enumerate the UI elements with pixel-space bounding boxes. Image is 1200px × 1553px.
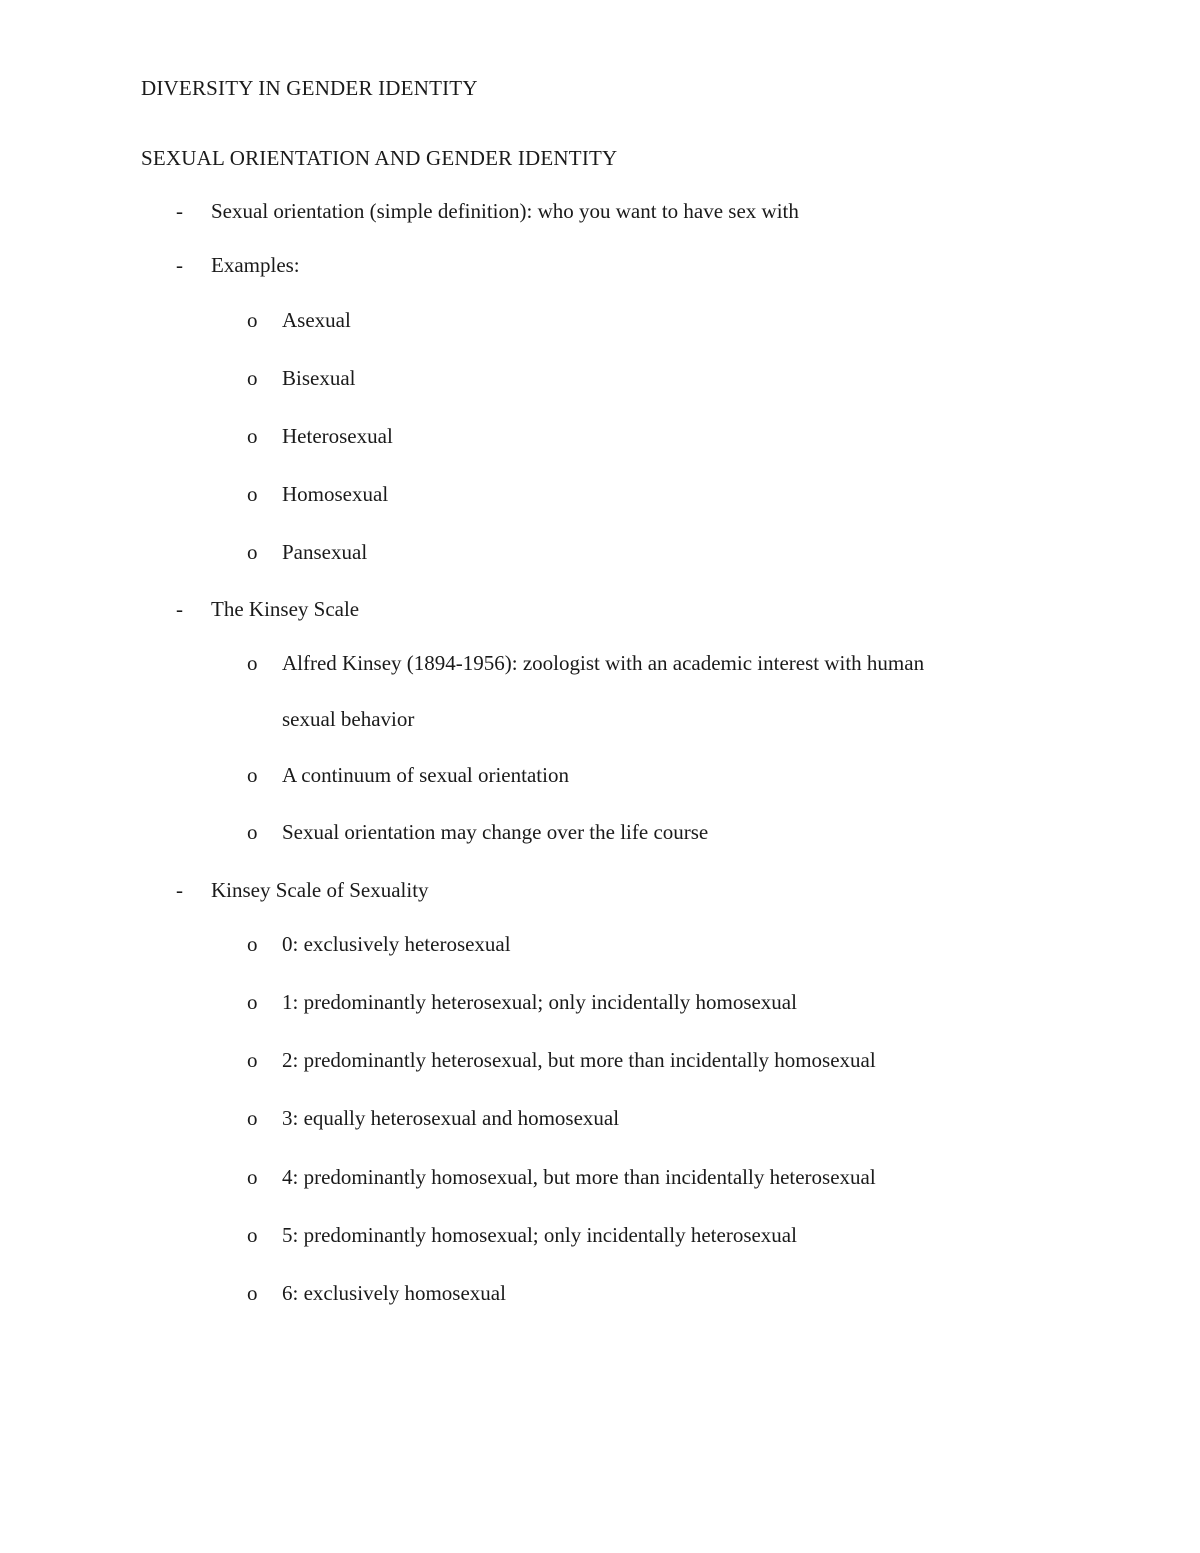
definition-text: Sexual orientation (simple definition): who you want to have sex with	[211, 199, 799, 223]
kinsey-level-text: 5: predominantly homosexual; only incidentally heterosexual	[282, 1223, 797, 1247]
circle-bullet: o	[247, 482, 258, 506]
circle-bullet: o	[247, 1106, 258, 1130]
example-pansexual: Pansexual	[282, 540, 368, 564]
kinsey-point-text: sexual behavior	[282, 707, 415, 731]
circle-bullet: o	[247, 1165, 258, 1189]
example-homosexual: Homosexual	[282, 482, 389, 506]
kinsey-scale-label: The Kinsey Scale	[211, 597, 360, 621]
example-asexual: Asexual	[282, 308, 351, 332]
dash-bullet: -	[176, 597, 183, 621]
kinsey-sexuality-label: Kinsey Scale of Sexuality	[211, 878, 429, 902]
dash-bullet: -	[176, 878, 183, 902]
kinsey-level-text: 2: predominantly heterosexual, but more than incidentally homosexual	[282, 1048, 876, 1072]
circle-bullet: o	[247, 424, 258, 448]
circle-bullet: o	[247, 820, 258, 844]
example-heterosexual: Heterosexual	[282, 424, 393, 448]
example-bisexual: Bisexual	[282, 366, 356, 390]
kinsey-level-text: 0: exclusively heterosexual	[282, 932, 511, 956]
kinsey-level-text: 1: predominantly heterosexual; only incidentally homosexual	[282, 990, 797, 1014]
circle-bullet: o	[247, 651, 258, 675]
circle-bullet: o	[247, 1223, 258, 1247]
kinsey-level-text: 3: equally heterosexual and homosexual	[282, 1106, 620, 1130]
kinsey-level-text: 6: exclusively homosexual	[282, 1281, 506, 1305]
kinsey-level-text: 4: predominantly homosexual, but more than incidentally heterosexual	[282, 1165, 876, 1189]
circle-bullet: o	[247, 1048, 258, 1072]
kinsey-point-text: A continuum of sexual orientation	[282, 763, 569, 787]
circle-bullet: o	[247, 932, 258, 956]
circle-bullet: o	[247, 1281, 258, 1305]
circle-bullet: o	[247, 540, 258, 564]
section-heading: SEXUAL ORIENTATION AND GENDER IDENTITY	[141, 146, 618, 170]
circle-bullet: o	[247, 366, 258, 390]
examples-label: Examples:	[211, 253, 300, 277]
circle-bullet: o	[247, 308, 258, 332]
circle-bullet: o	[247, 990, 258, 1014]
dash-bullet: -	[176, 253, 183, 277]
document-title: DIVERSITY IN GENDER IDENTITY	[141, 76, 478, 100]
dash-bullet: -	[176, 199, 183, 223]
circle-bullet: o	[247, 763, 258, 787]
kinsey-point-text: Sexual orientation may change over the life course	[282, 820, 709, 844]
kinsey-point-text: Alfred Kinsey (1894-1956): zoologist with an academic interest with human	[282, 651, 925, 675]
